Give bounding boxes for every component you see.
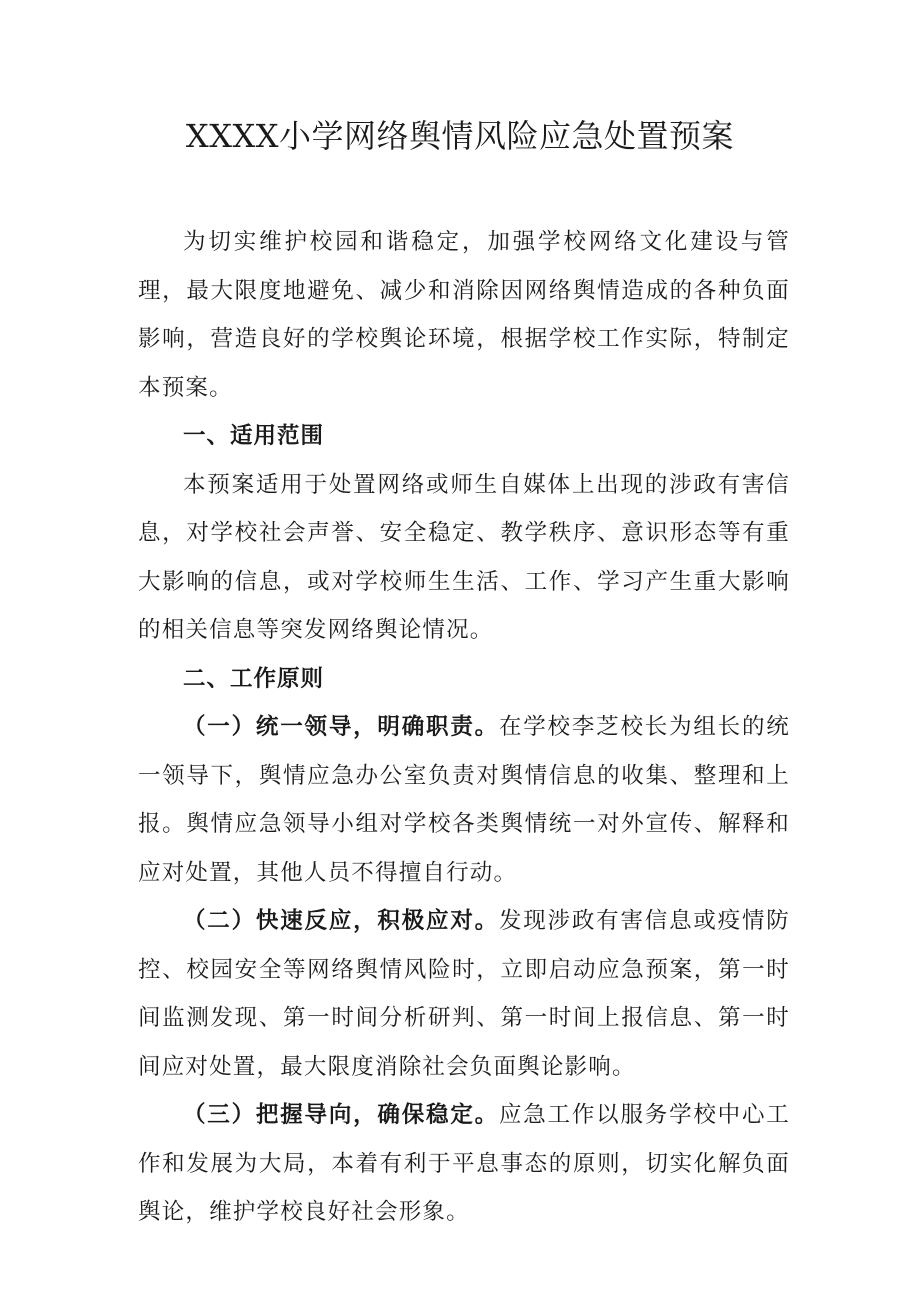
principle-text-3: 应急工作以服务学校中心工作和发展为大局，本着有利于平息事态的原则，切实化解负面舆论，维护学校良好社会形象。 [138, 1102, 790, 1225]
section-heading-principles: 二、工作原则 [183, 665, 325, 692]
document-body [138, 218, 790, 1237]
principle-paragraph-3 [138, 1091, 790, 1237]
document-title: XXXX小学网络舆情风险应急处置预案 [185, 117, 735, 155]
principle-text-1: 在学校李芝校长为组长的统一领导下，舆情应急办公室负责对舆情信息的收集、整理和上报。舆情应急领导小组对学校各类舆情统一对外宣传、解释和应对处置，其他人员不得擅自行动。 [138, 714, 790, 886]
principle-lead-3: （三）把握导向，确保稳定。 [183, 1102, 499, 1128]
principle-paragraph-2 [138, 897, 790, 1091]
section-heading-scope: 一、适用范围 [183, 423, 325, 449]
section-scope-paragraph: 本预案适用于处置网络或师生自媒体上出现的涉政有害信息，对学校社会声誉、安全稳定、教学秩序、意识形态等有重大影响的信息，或对学校师生生活、工作、学习产生重大影响的相关信息等突发网络舆论情况。 [138, 471, 790, 643]
intro-paragraph: 为切实维护校园和谐稳定，加强学校网络文化建设与管理，最大限度地避免、减少和消除因网络舆情造成的各种负面影响，营造良好的学校舆论环境，根据学校工作实际，特制定本预案。 [138, 229, 790, 401]
principle-lead-2: （二）快速反应，积极应对。 [183, 908, 499, 934]
principle-lead-1: （一）统一领导，明确职责。 [183, 714, 499, 740]
principle-text-2: 发现涉政有害信息或疫情防控、校园安全等网络舆情风险时，立即启动应急预案，第一时间监测发现、第一时间分析研判、第一时间上报信息、第一时间应对处置，最大限度消除社会负面舆论影响。 [138, 908, 790, 1080]
principle-paragraph-1 [138, 703, 790, 897]
